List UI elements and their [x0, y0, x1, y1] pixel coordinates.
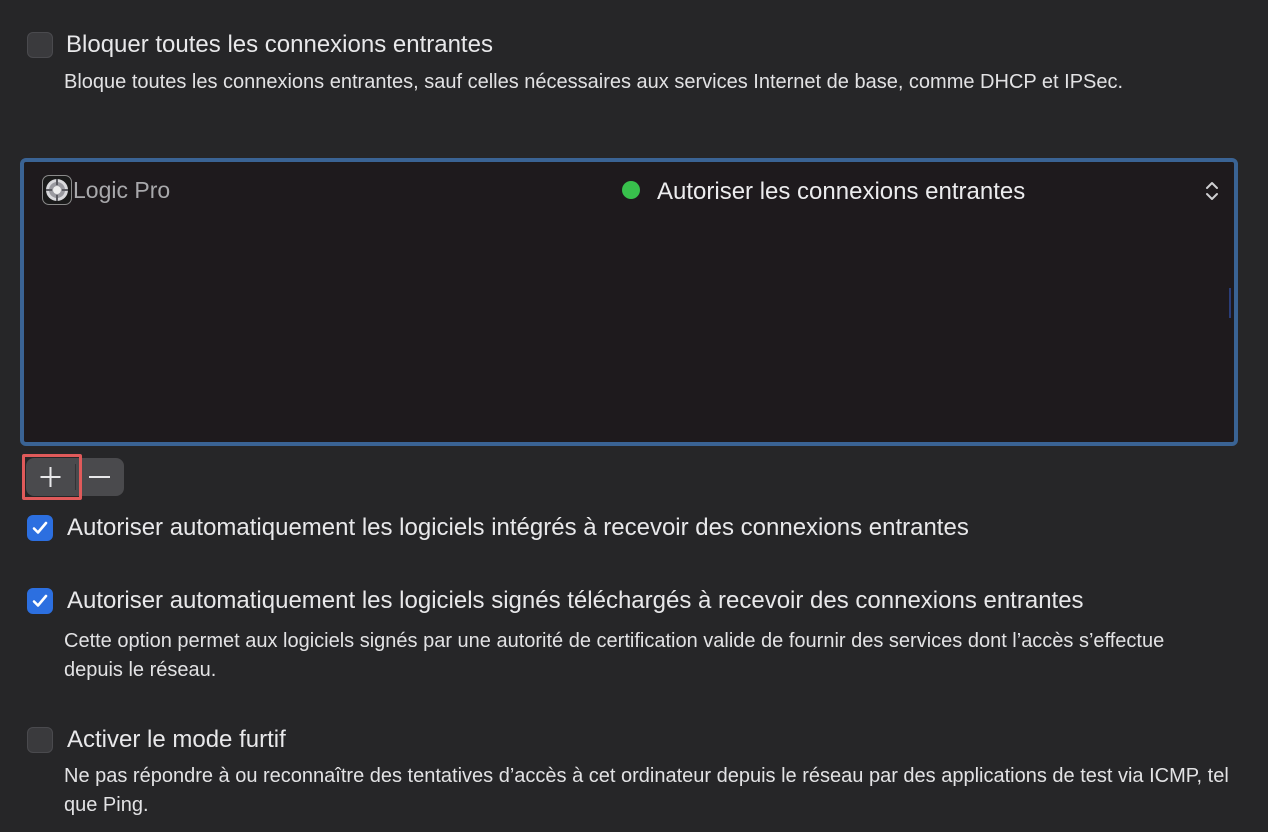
minus-icon	[75, 458, 124, 496]
chevron-up-down-icon[interactable]	[1204, 179, 1220, 203]
app-name: Logic Pro	[73, 177, 171, 203]
app-list[interactable]	[20, 158, 1238, 446]
checkmark-icon	[31, 592, 49, 610]
app-row-logic-pro[interactable]	[24, 162, 1234, 216]
add-button-highlight	[22, 454, 82, 500]
auto-builtin-checkbox[interactable]	[27, 515, 53, 541]
status-dot	[622, 181, 640, 199]
scrollbar[interactable]	[1229, 288, 1231, 318]
auto-signed-description: Cette option permet aux logiciels signés par une autorité de certification valide de fournir des services dont l’accès s’effectue depuis le réseau.	[64, 630, 1165, 681]
block-all-description: Bloque toutes les connexions entrantes, sauf celles nécessaires aux services Internet de base, comme DHCP et IPSec.	[64, 71, 1124, 93]
auto-signed-label: Autoriser automatiquement les logiciels signés téléchargés à recevoir des connexions entrantes	[67, 587, 1084, 614]
logic-pro-icon	[42, 175, 72, 205]
block-all-label: Bloquer toutes les connexions entrantes	[66, 31, 493, 58]
stealth-label: Activer le mode furtif	[67, 726, 286, 753]
stealth-description: Ne pas répondre à ou reconnaître des tentatives d’accès à cet ordinateur depuis le réseau par des applications de test via ICMP, tel que Ping.	[64, 765, 1229, 816]
app-connection-popup[interactable]: Autoriser les connexions entrantes	[657, 178, 1026, 205]
auto-signed-checkbox[interactable]	[27, 588, 53, 614]
remove-app-button[interactable]	[75, 458, 124, 496]
checkmark-icon	[31, 519, 49, 537]
stealth-checkbox[interactable]	[27, 727, 53, 753]
auto-builtin-label: Autoriser automatiquement les logiciels intégrés à recevoir des connexions entrantes	[67, 514, 969, 541]
block-all-checkbox[interactable]	[27, 32, 53, 58]
